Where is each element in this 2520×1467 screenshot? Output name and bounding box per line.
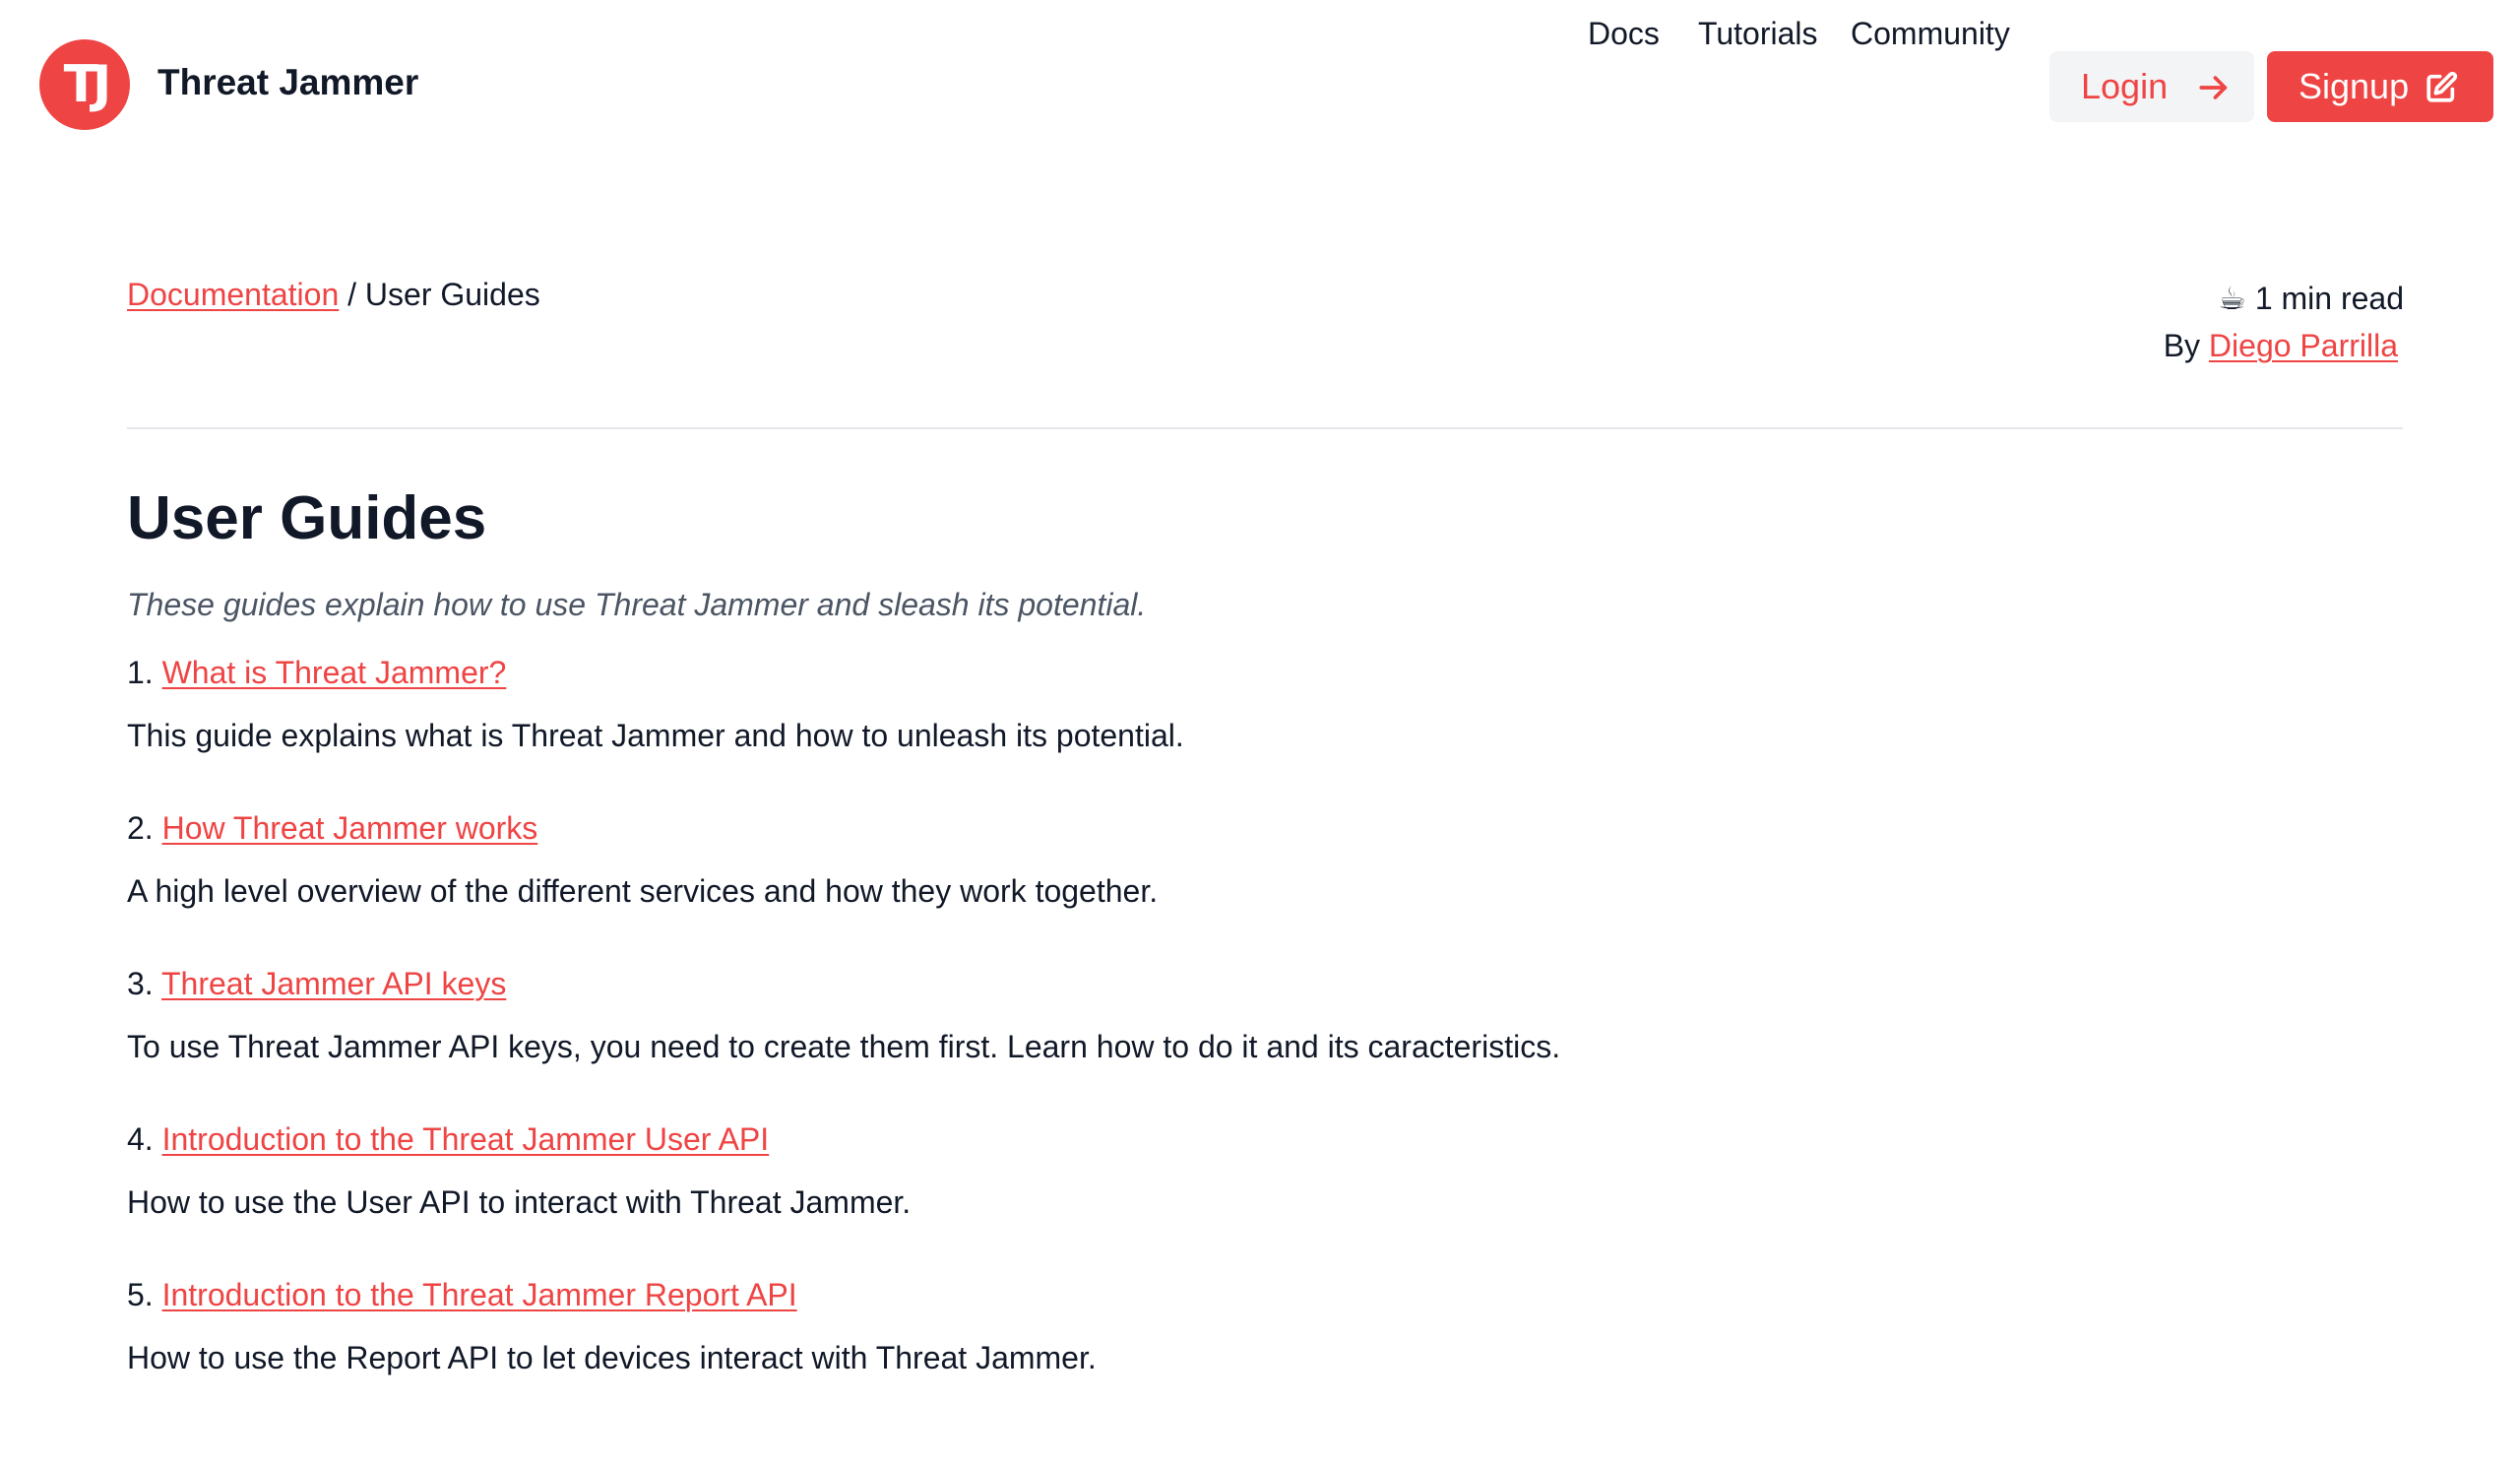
read-time-label: 1 min read	[2254, 281, 2404, 316]
guide-number: 2.	[127, 809, 154, 846]
guide-description: A high level overview of the different services and how they work together.	[127, 872, 1159, 909]
breadcrumb-separator: /	[347, 277, 357, 312]
guide-description: How to use the User API to interact with Threat Jammer.	[127, 1183, 912, 1220]
guide-description: This guide explains what is Threat Jammer and how to unleash its potential.	[127, 717, 1184, 753]
main-content	[127, 482, 2403, 1384]
guide-description: To use Threat Jammer API keys, you need to create them first. Learn how to do it and its caracteristics.	[127, 1028, 1561, 1064]
breadcrumb-current: User Guides	[364, 277, 540, 312]
guide-link-report-api[interactable]: Introduction to the Threat Jammer Report API	[161, 1276, 797, 1312]
guide-number: 3.	[127, 965, 154, 1001]
read-time	[2164, 275, 2404, 322]
nav-docs-link[interactable]: Docs	[1588, 16, 1660, 51]
guide-item	[127, 646, 2403, 762]
author-prefix: By	[2163, 328, 2201, 363]
guide-link-how-threat-jammer-works[interactable]: How Threat Jammer works	[161, 809, 538, 846]
guide-link-api-keys[interactable]: Threat Jammer API keys	[161, 965, 507, 1001]
site-header	[0, 0, 2520, 177]
brand-name[interactable]: Threat Jammer	[158, 62, 419, 102]
nav-tutorials-link[interactable]: Tutorials	[1698, 16, 1818, 51]
page-subtitle: These guides explain how to use Threat Jammer and sleash its potential.	[127, 587, 1147, 623]
arrow-right-icon	[2197, 71, 2231, 104]
signup-button-label: Signup	[2299, 66, 2410, 106]
guide-item	[127, 957, 2403, 1073]
author-link[interactable]: Diego Parrilla	[2208, 328, 2398, 363]
login-button[interactable]	[2049, 51, 2254, 122]
guide-item	[127, 801, 2403, 918]
signup-button[interactable]	[2267, 51, 2493, 122]
breadcrumb-documentation-link[interactable]: Documentation	[127, 277, 340, 312]
coffee-icon: ☕	[2218, 281, 2246, 316]
brand-logo[interactable]: TJ	[39, 39, 130, 130]
breadcrumb	[127, 275, 540, 316]
guide-item	[127, 1113, 2403, 1229]
guide-item	[127, 1268, 2403, 1384]
guide-number: 4.	[127, 1120, 154, 1157]
article-meta	[2164, 275, 2404, 369]
login-button-label: Login	[2081, 66, 2169, 106]
guide-link-what-is-threat-jammer[interactable]: What is Threat Jammer?	[161, 654, 507, 690]
divider	[127, 427, 2403, 429]
guide-description: How to use the Report API to let devices interact with Threat Jammer.	[127, 1339, 1097, 1375]
nav-community-link[interactable]: Community	[1851, 16, 2010, 51]
author-line	[2164, 322, 2404, 369]
guide-list	[127, 646, 2403, 1384]
guide-number: 5.	[127, 1276, 154, 1312]
guide-number: 1.	[127, 654, 154, 690]
page-title: User Guides	[127, 484, 487, 552]
edit-icon	[2425, 71, 2458, 104]
guide-link-user-api[interactable]: Introduction to the Threat Jammer User API	[161, 1120, 770, 1157]
